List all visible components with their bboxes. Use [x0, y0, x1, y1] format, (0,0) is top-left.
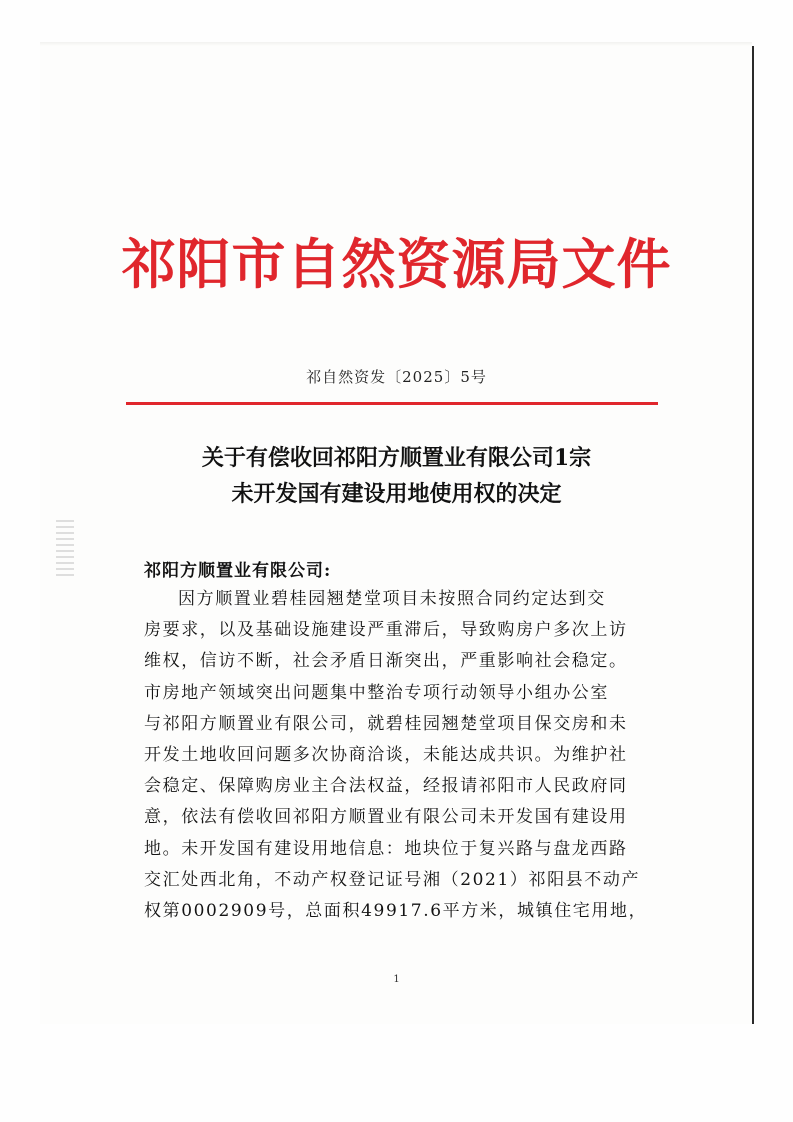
body-line: 与祁阳方顺置业有限公司，就碧桂园翘楚堂项目保交房和未 [144, 713, 628, 734]
body-line: 交汇处西北角，不动产权登记证号湘（2021）祁阳县不动产 [144, 869, 641, 890]
document-number: 祁自然资发〔2025〕5号 [306, 368, 487, 386]
body-line: 会稳定、保障购房业主合法权益，经报请祁阳市人民政府同 [144, 776, 628, 797]
body-line: 市房地产领域突出问题集中整治专项行动领导小组办公室 [144, 682, 609, 703]
body-line: 意，依法有偿收回祁阳方顺置业有限公司未开发国有建设用 [144, 807, 628, 828]
addressee: 祁阳方顺置业有限公司: [144, 561, 332, 581]
body-line: 权第0002909号，总面积49917.6平方米，城镇住宅用地， [144, 901, 648, 922]
body-line: 因方顺置业碧桂园翘楚堂项目未按照合同约定达到交 [178, 589, 606, 609]
body-line: 维权，信访不断，社会矛盾日渐突出，严重影响社会稳定。 [144, 651, 628, 672]
document-title [0, 440, 793, 512]
body-line: 房要求，以及基础设施建设严重滞后，导致购房户多次上访 [144, 620, 628, 641]
issuer-header: 祁阳市自然资源局文件 [121, 232, 672, 296]
body-line: 开发土地收回问题多次协商洽谈，未能达成共识。为维护社 [144, 745, 628, 766]
scan-artifact [56, 520, 74, 580]
red-divider-line [126, 402, 658, 405]
body-line: 地。未开发国有建设用地信息：地块位于复兴路与盘龙西路 [144, 838, 628, 859]
document-title-line: 关于有偿收回祁阳方顺置业有限公司1宗 [201, 445, 592, 471]
page-number: 1 [393, 974, 400, 985]
document-title-line: 未开发国有建设用地使用权的决定 [231, 481, 562, 507]
body-text [144, 584, 648, 927]
